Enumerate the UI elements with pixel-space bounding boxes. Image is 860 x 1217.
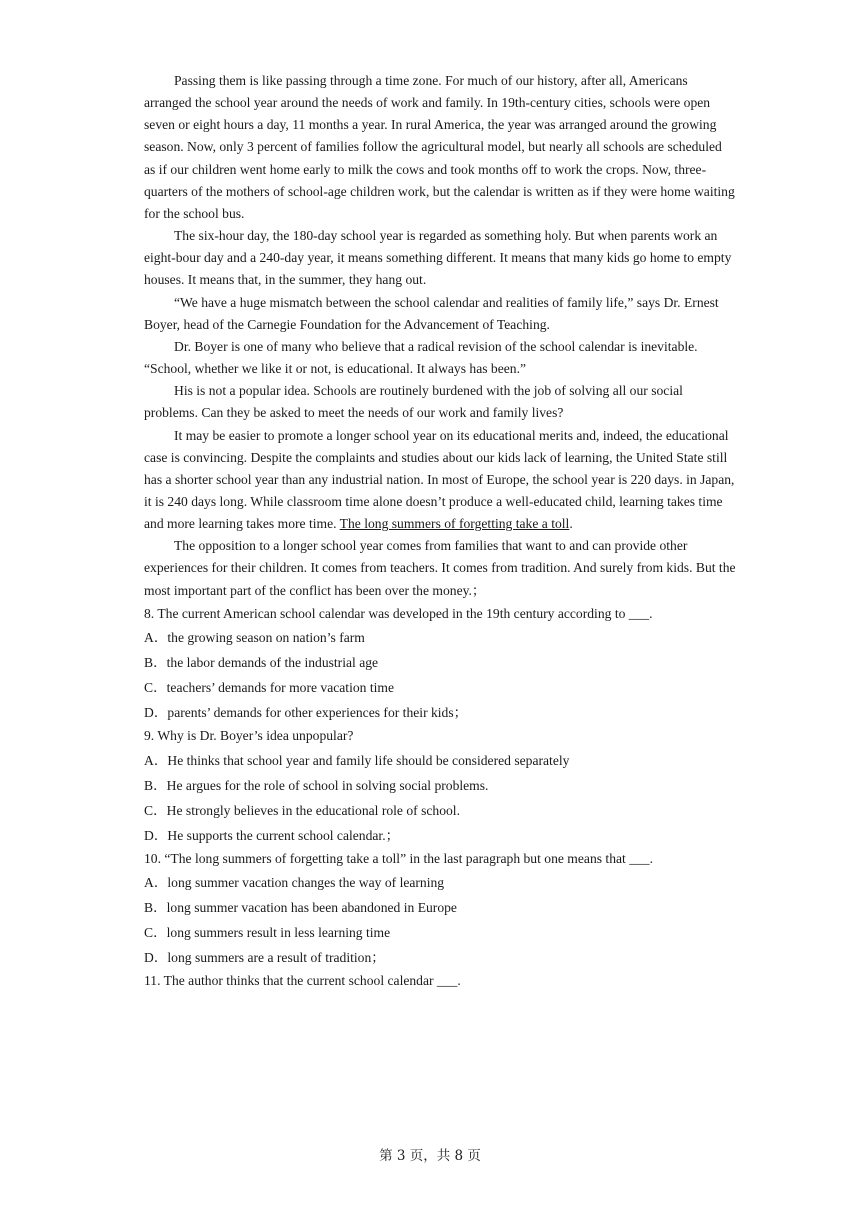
document-body: [144, 70, 736, 993]
page-footer: 第 3 页，共 8 页: [379, 1148, 481, 1164]
question-8-option-a[interactable]: A．the growing season on nation’s farm: [144, 630, 365, 646]
question-10-option-d[interactable]: D．long summers are a result of tradition；: [144, 950, 385, 966]
passage-paragraph-7: The opposition to a longer school year comes from families that want to and can provide other experiences for their children. It comes from teachers. It comes from tradition. And surely from kids. But the most important part of the conflict has been over the money.；: [144, 538, 736, 598]
question-10-option-b[interactable]: B．long summer vacation has been abandoned in Europe: [144, 900, 457, 916]
paragraph-6-end: .: [569, 516, 573, 532]
passage-paragraph-3: “We have a huge mismatch between the school calendar and realities of family life,” says Dr. Ernest Boyer, head of the Carnegie Foundation for the Advancement of Teaching.: [144, 294, 719, 332]
passage-paragraph-1: Passing them is like passing through a time zone. For much of our history, after all, Americans arranged the school year around the needs of work and family. In 19th-century cities, schools were open seven or eight hours a day, 11 months a year. In rural America, the year was arranged around the growing season. Now, only 3 percent of families follow the agricultural model, but nearly all schools are scheduled as if our children went home early to milk the cows and took months off to work the crops. Now, three-quarters of the mothers of school-age children work, but the calendar is written as if they were home waiting for the school bus.: [144, 73, 735, 221]
question-10-stem: 10. “The long summers of forgetting take a toll” in the last paragraph but one means that ___.: [144, 850, 654, 866]
question-10-option-c[interactable]: C．long summers result in less learning time: [144, 925, 391, 941]
paragraph-6-text: It may be easier to promote a longer school year on its educational merits and, indeed, the educational case is convincing. Despite the complaints and studies about our kids lack of learning, the United State still has a shorter school year than any industrial nation. In most of Europe, the school year is 220 days. in Japan, it is 240 days long. While classroom time alone doesn’t produce a well-educated child, learning takes time and more learning takes more time.: [144, 427, 735, 532]
passage-paragraph-4: Dr. Boyer is one of many who believe that a radical revision of the school calendar is inevitable. “School, whether we like it or not, is educational. It always has been.”: [144, 338, 698, 377]
passage-paragraph-2: The six-hour day, the 180-day school year is regarded as something holy. But when parents work an eight-bour day and a 240-day year, it means something different. It means that many kids go home to empty houses. It means that, in the summer, they hang out.: [144, 228, 732, 288]
passage-paragraph-5: His is not a popular idea. Schools are routinely burdened with the job of solving all our social problems. Can they be asked to meet the needs of our work and family lives?: [144, 383, 683, 421]
question-8-option-c[interactable]: C．teachers’ demands for more vacation time: [144, 680, 395, 696]
question-9-option-b[interactable]: B．He argues for the role of school in solving social problems.: [144, 777, 489, 793]
question-8-stem: 8. The current American school calendar was developed in the 19th century according to ___.: [144, 605, 653, 621]
question-8-option-d[interactable]: D．parents’ demands for other experiences for their kids；: [144, 705, 468, 721]
passage-paragraph-6: [144, 425, 736, 536]
question-8-option-b[interactable]: B．the labor demands of the industrial age: [144, 655, 379, 671]
question-11-stem: 11. The author thinks that the current school calendar ___.: [144, 973, 461, 989]
question-9-option-a[interactable]: A．He thinks that school year and family life should be considered separately: [144, 752, 570, 768]
question-9-stem: 9. Why is Dr. Boyer’s idea unpopular?: [144, 728, 354, 744]
question-9-option-c[interactable]: C．He strongly believes in the educational role of school.: [144, 802, 460, 818]
question-9-option-d[interactable]: D．He supports the current school calendar.；: [144, 827, 400, 843]
question-10-option-a[interactable]: A．long summer vacation changes the way of learning: [144, 875, 445, 891]
underlined-phrase: The long summers of forgetting take a toll: [339, 516, 570, 532]
